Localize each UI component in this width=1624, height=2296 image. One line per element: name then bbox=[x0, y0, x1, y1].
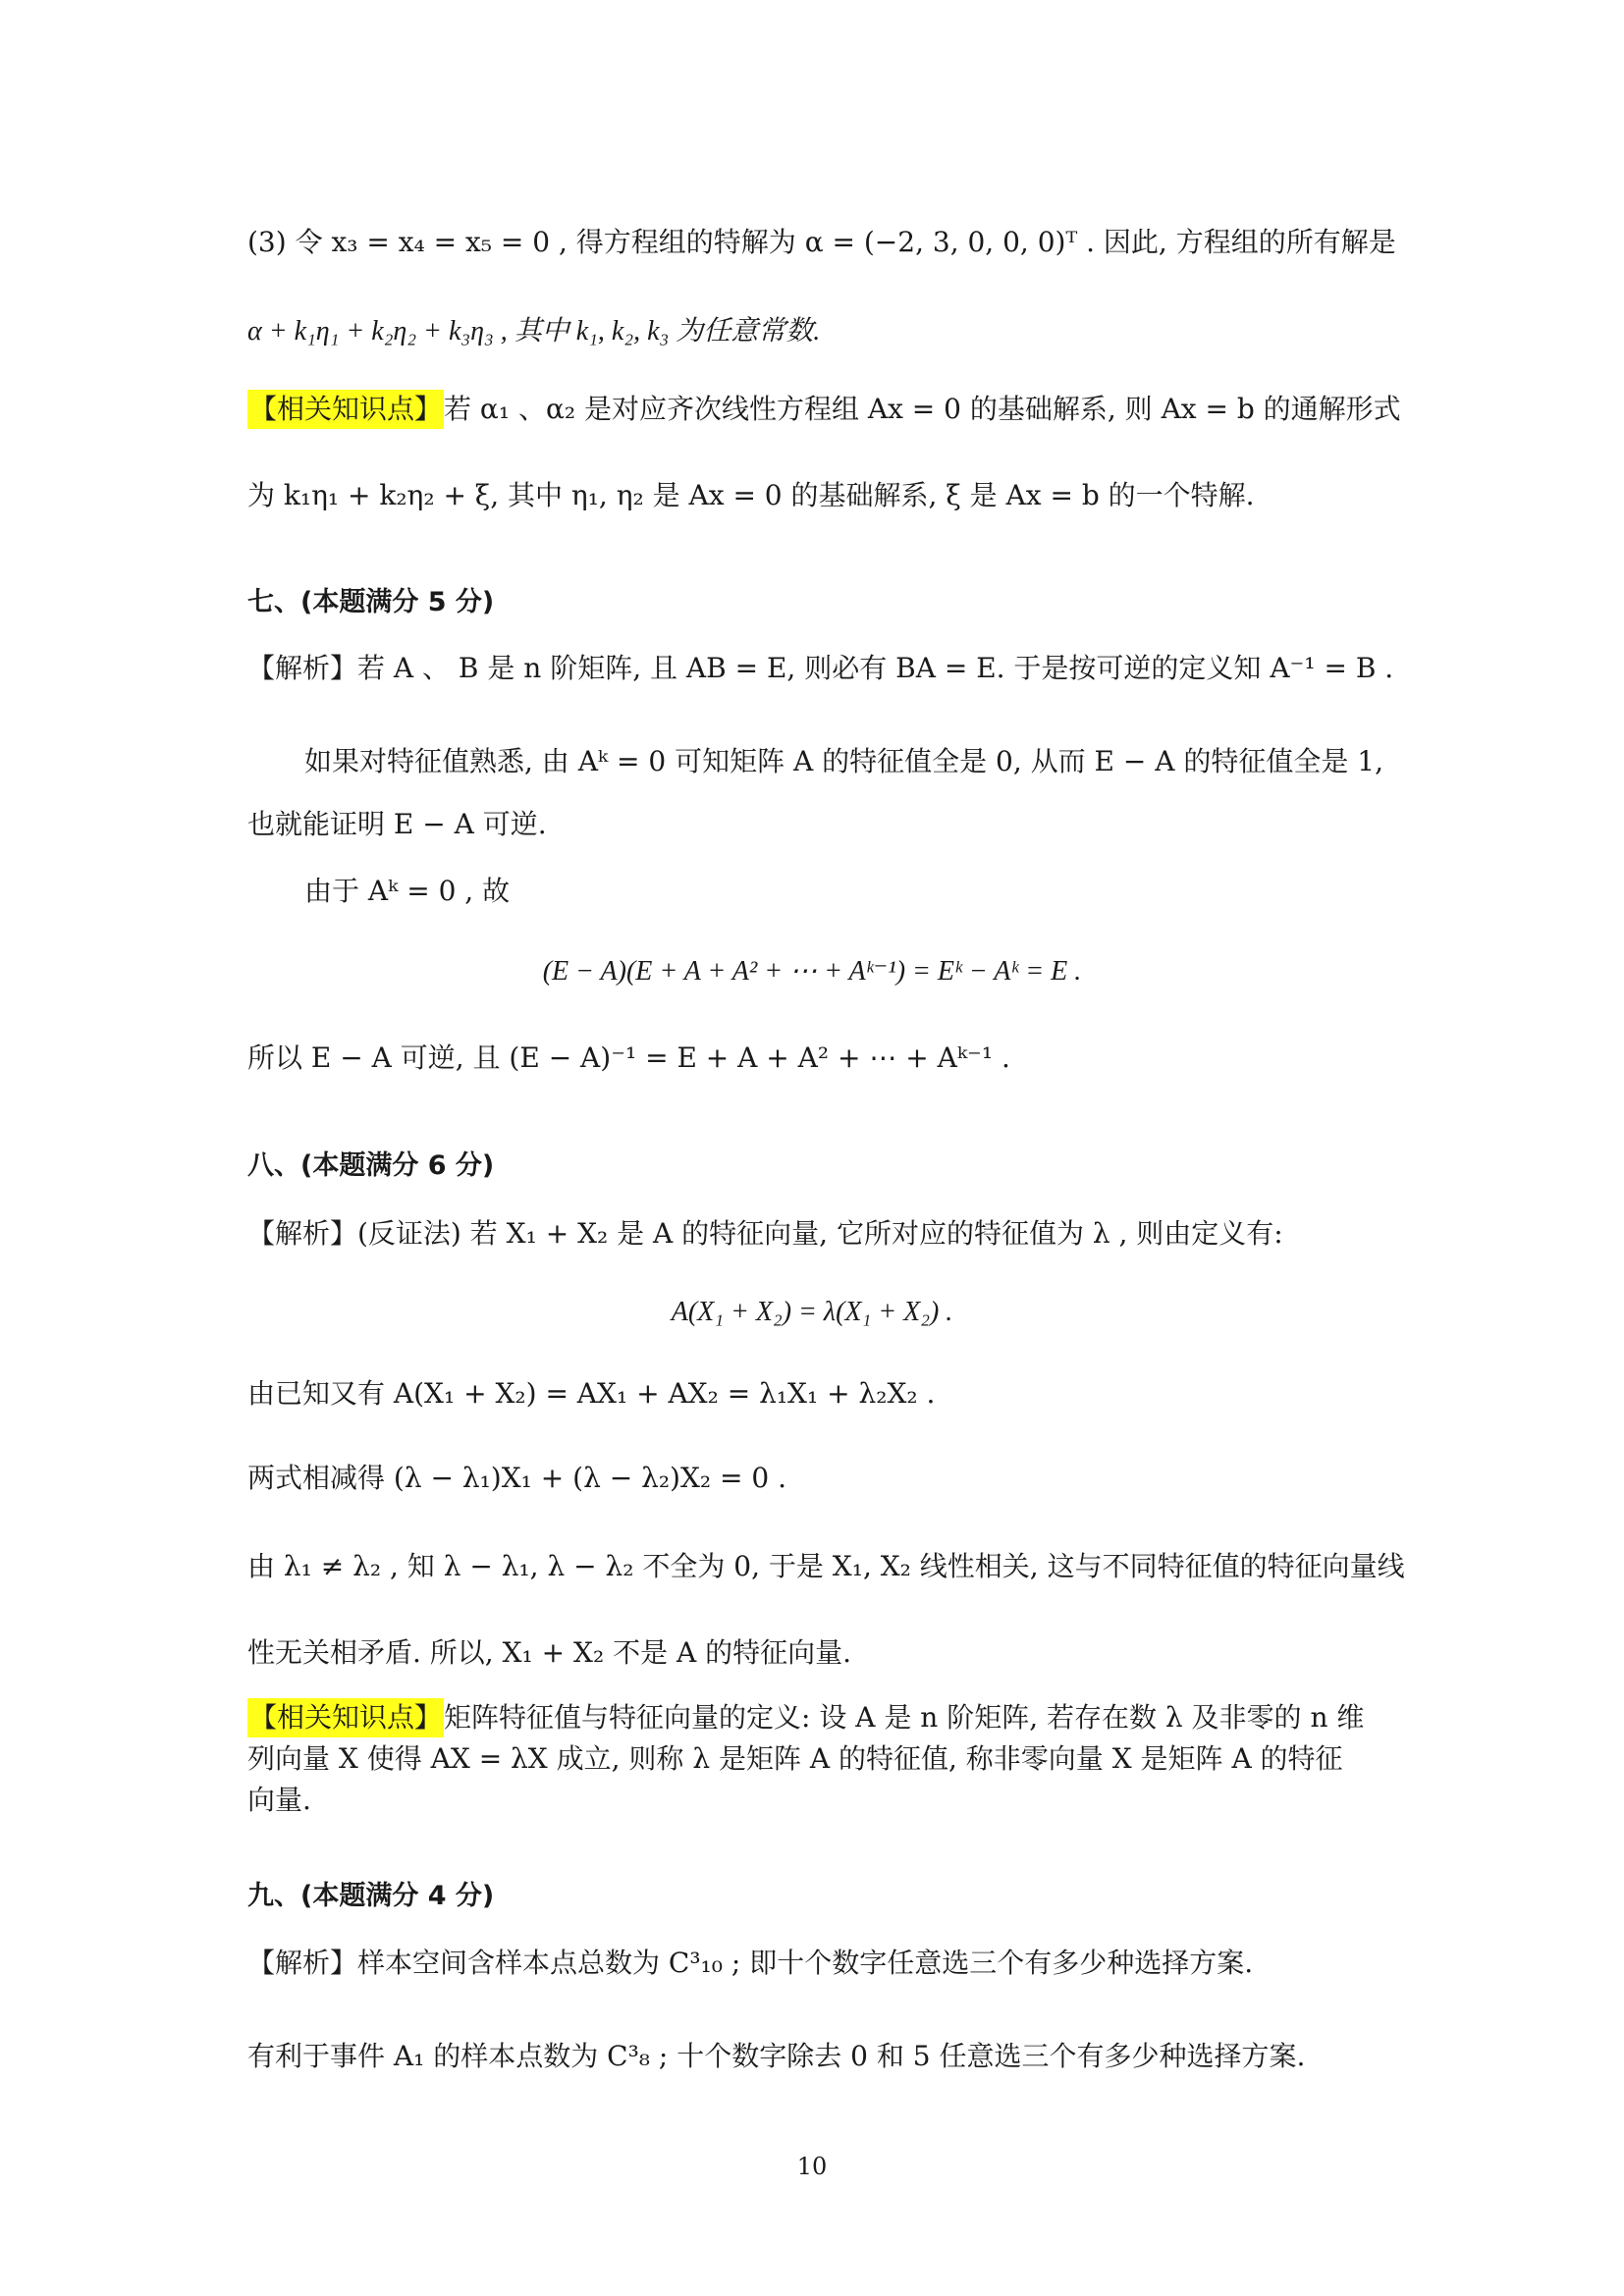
text-line-9-sample-space: 【解析】样本空间含样本点总数为 C³₁₀ ; 即十个数字任意选三个有多少种选择方案. bbox=[247, 1947, 1254, 1979]
text-line-8-conclusion: 性无关相矛盾. 所以, X₁ + X₂ 不是 A 的特征向量. bbox=[247, 1636, 852, 1669]
equation-7-product: (E − A)(E + A + A² + ⋯ + Aᵏ⁻¹) = Eᵏ − Aᵏ = E . bbox=[542, 956, 1082, 987]
page-number: 10 bbox=[796, 2153, 828, 2180]
text-line-7-since: 由于 Aᵏ = 0 , 故 bbox=[304, 875, 511, 907]
knowledge-text: 矩阵特征值与特征向量的定义: 设 A 是 n 阶矩阵, 若存在数 λ 及非零的 n 维 bbox=[444, 1701, 1365, 1734]
text-line-knowledge-1-cont: 为 k₁η₁ + k₂η₂ + ξ, 其中 η₁, η₂ 是 Ax = 0 的基础解系, ξ 是 Ax = b 的一个特解. bbox=[247, 479, 1255, 511]
text-line-7-analysis: 【解析】若 A 、 B 是 n 阶矩阵, 且 AB = E, 则必有 BA = E. 于是按可逆的定义知 A⁻¹ = B . bbox=[247, 652, 1394, 684]
text-line-knowledge-1 bbox=[247, 390, 1401, 429]
text-line-8-analysis: 【解析】(反证法) 若 X₁ + X₂ 是 A 的特征向量, 它所对应的特征值为 λ , 则由定义有: bbox=[247, 1217, 1283, 1250]
text-line-knowledge-2-cont: 列向量 X 使得 AX = λX 成立, 则称 λ 是矩阵 A 的特征值, 称非零向量 X 是矩阵 A 的特征 bbox=[247, 1742, 1343, 1775]
text-line-7-eigen: 如果对特征值熟悉, 由 Aᵏ = 0 可知矩阵 A 的特征值全是 0, 从而 E − A 的特征值全是 1, bbox=[304, 745, 1383, 777]
knowledge-tag-highlight: 【相关知识点】 bbox=[247, 390, 444, 429]
text-line-7-conclusion: 所以 E − A 可逆, 且 (E − A)⁻¹ = E + A + A² + ⋯ + Aᵏ⁻¹ . bbox=[247, 1041, 1010, 1074]
section-heading-8: 八、(本题满分 6 分) bbox=[247, 1150, 495, 1181]
equation-8-definition: A(X₁ + X₂) = λ(X₁ + X₂) . bbox=[671, 1297, 953, 1327]
text-line-8-subtract: 两式相减得 (λ − λ₁)X₁ + (λ − λ₂)X₂ = 0 . bbox=[247, 1462, 787, 1494]
knowledge-tag-highlight: 【相关知识点】 bbox=[247, 1698, 444, 1737]
text-line-8-contradiction: 由 λ₁ ≠ λ₂ , 知 λ − λ₁, λ − λ₂ 不全为 0, 于是 X₁, X₂ 线性相关, 这与不同特征值的特征向量线 bbox=[247, 1550, 1405, 1582]
text-line-solution-3: (3) 令 x₃ = x₄ = x₅ = 0 , 得方程组的特解为 α = (−2, 3, 0, 0, 0)ᵀ . 因此, 方程组的所有解是 bbox=[247, 226, 1396, 258]
section-heading-7: 七、(本题满分 5 分) bbox=[247, 587, 495, 617]
text-line-knowledge-2 bbox=[247, 1698, 1386, 1737]
text-line-knowledge-2-end: 向量. bbox=[247, 1784, 311, 1816]
text-line-9-favorable: 有利于事件 A₁ 的样本点数为 C³₈ ; 十个数字除去 0 和 5 任意选三个有多少种选择方案. bbox=[247, 2040, 1306, 2072]
text-line-7-invertible: 也就能证明 E − A 可逆. bbox=[247, 808, 547, 840]
text-line-8-known: 由已知又有 A(X₁ + X₂) = AX₁ + AX₂ = λ₁X₁ + λ₂X₂ . bbox=[247, 1377, 936, 1410]
section-heading-9: 九、(本题满分 4 分) bbox=[247, 1881, 495, 1911]
knowledge-text: 若 α₁ 、α₂ 是对应齐次线性方程组 Ax = 0 的基础解系, 则 Ax = b 的通解形式 bbox=[444, 393, 1401, 425]
text-line-general-solution: α + k₁η₁ + k₂η₂ + k₃η₃ , 其中 k₁, k₂, k₃ 为任意常数. bbox=[247, 316, 821, 347]
